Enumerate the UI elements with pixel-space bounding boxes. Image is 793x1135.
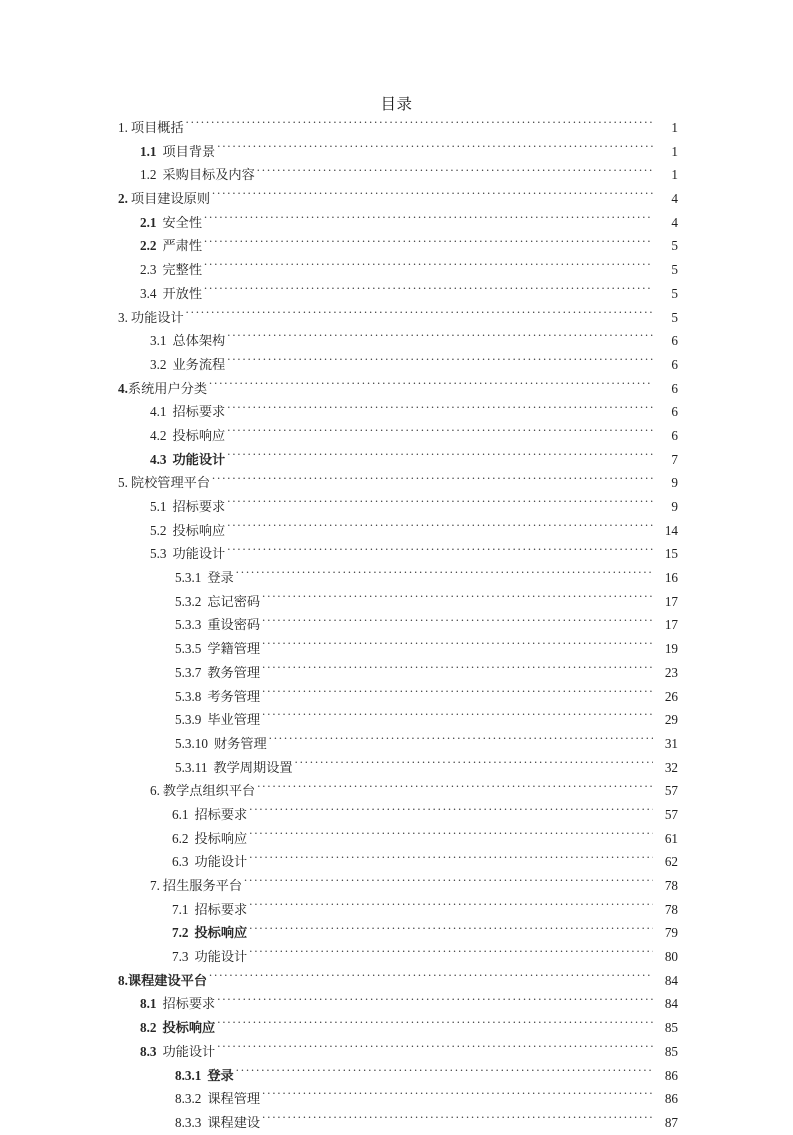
toc-dot-leader [262, 1090, 653, 1103]
toc-entry-label [118, 116, 185, 140]
toc-entry[interactable] [0, 637, 793, 661]
toc-entry-label [172, 921, 248, 945]
toc-entry[interactable] [0, 613, 793, 637]
toc-entry-page-number: 57 [664, 806, 678, 822]
toc-entry-title: 投标响应 [194, 925, 248, 941]
toc-entry-label [140, 992, 216, 1016]
toc-entry[interactable] [0, 258, 793, 282]
toc-entry-title: 项目背景 [162, 143, 216, 159]
toc-dot-leader [269, 735, 653, 748]
toc-dot-leader [227, 498, 653, 511]
toc-entry-page-number: 6 [671, 333, 678, 349]
toc-entry-number: 2.2 [140, 238, 157, 254]
toc-entry-page-number: 7 [671, 451, 678, 467]
toc-entry-page-number: 78 [664, 878, 678, 893]
toc-dot-leader [209, 379, 653, 392]
toc-entry[interactable] [0, 448, 793, 472]
toc-entry-title: 安全性 [162, 214, 203, 230]
toc-entry-page-number: 32 [664, 759, 678, 775]
toc-entry-label [172, 898, 248, 922]
toc-entry-number: 5.3.10 [175, 735, 208, 751]
toc-entry-page-number: 6 [671, 380, 678, 396]
toc-entry-number: 5.3.2 [175, 593, 202, 609]
toc-entry-page-number: 6 [671, 404, 678, 420]
toc-entry-label [172, 803, 248, 827]
toc-entry-title: 学籍管理 [207, 641, 261, 657]
toc-entry-title: 忘记密码 [207, 593, 261, 609]
toc-entry[interactable] [0, 874, 793, 898]
toc-entry-page-number: 16 [664, 570, 678, 586]
toc-dot-leader [244, 877, 653, 890]
toc-entry-title: 登录 [207, 1067, 234, 1083]
toc-entry-number: 4.3 [150, 451, 167, 467]
toc-entry-page-number: 80 [664, 949, 678, 965]
toc-entry-page-number: 9 [671, 475, 678, 491]
toc-entry-number: 6.3 [172, 854, 189, 870]
toc-entry-number: 5.3.1 [175, 570, 202, 586]
toc-entry-page-number: 1 [671, 120, 678, 135]
toc-entry[interactable] [0, 945, 793, 969]
toc-dot-leader [257, 782, 653, 795]
toc-entry-number: 5. [118, 475, 128, 491]
toc-entry-number: 8. [118, 972, 128, 988]
toc-entry-title: 业务流程 [172, 356, 226, 372]
toc-entry[interactable] [0, 329, 793, 353]
toc-dot-leader [204, 237, 653, 250]
toc-entry[interactable] [0, 282, 793, 306]
toc-dot-leader [249, 806, 653, 819]
toc-dot-leader [236, 569, 653, 582]
toc-entry-label [150, 448, 226, 472]
toc-entry-page-number: 86 [664, 1091, 678, 1107]
toc-entry-number: 5.3.7 [175, 664, 202, 680]
toc-entry-label [150, 779, 256, 803]
toc-entry-page-number: 5 [671, 262, 678, 278]
toc-entry-page-number: 17 [664, 617, 678, 633]
toc-entry-title: 功能设计 [162, 1043, 216, 1059]
toc-entry-label [140, 1016, 216, 1040]
toc-entry-number: 2.3 [140, 262, 157, 278]
toc-dot-leader [204, 214, 653, 227]
toc-entry-number: 2. [118, 191, 128, 207]
toc-entry[interactable] [0, 306, 793, 330]
toc-entry-title: 教务管理 [207, 664, 261, 680]
toc-entry-page-number: 15 [664, 546, 678, 562]
toc-entry-number: 4.2 [150, 427, 167, 443]
toc-dot-leader [257, 166, 653, 179]
toc-entry-title: 功能设计 [172, 451, 226, 467]
toc-entry-page-number: 6 [671, 427, 678, 443]
toc-entry-label [175, 661, 261, 685]
toc-entry-title: 招标要求 [194, 806, 248, 822]
toc-entry-label [118, 969, 208, 993]
toc-entry-number: 7.1 [172, 901, 189, 917]
toc-entry-label [175, 613, 261, 637]
toc-dot-leader [209, 972, 653, 985]
toc-dot-leader [217, 143, 653, 156]
toc-entry-number: 8.3.3 [175, 1114, 202, 1130]
toc-entry-page-number: 84 [664, 972, 678, 988]
toc-entry-title: 功能设计 [194, 854, 248, 870]
toc-dot-leader [227, 403, 653, 416]
toc-entry[interactable] [0, 163, 793, 187]
toc-entry[interactable] [0, 969, 793, 993]
toc-entry-page-number: 85 [664, 1020, 678, 1036]
toc-dot-leader [186, 308, 653, 321]
toc-entry[interactable] [0, 377, 793, 401]
toc-entry-title: 开放性 [162, 285, 203, 301]
toc-entry-number: 5.3.9 [175, 712, 202, 728]
toc-entry[interactable] [0, 1111, 793, 1135]
toc-dot-leader [186, 119, 653, 132]
toc-entry-number: 3.1 [150, 333, 167, 349]
toc-entry-title: 教学点组织平台 [162, 783, 256, 799]
toc-dot-leader [227, 450, 653, 463]
toc-entry-label [175, 1087, 261, 1111]
toc-entry-number: 3.4 [140, 285, 157, 301]
toc-dot-leader [295, 758, 653, 771]
toc-entry-number: 8.3.1 [175, 1067, 202, 1083]
toc-entry-page-number: 78 [664, 901, 678, 917]
toc-entry[interactable] [0, 542, 793, 566]
table-of-contents-list [0, 116, 793, 1135]
toc-entry-page-number: 4 [671, 214, 678, 230]
toc-entry-title: 毕业管理 [207, 712, 261, 728]
toc-dot-leader [262, 616, 653, 629]
toc-entry-page-number: 5 [671, 309, 678, 325]
toc-dot-leader [249, 948, 653, 961]
toc-entry-page-number: 62 [664, 854, 678, 870]
toc-entry[interactable] [0, 519, 793, 543]
toc-entry-title: 系统用户分类 [127, 380, 208, 396]
toc-entry-number: 8.3 [140, 1043, 157, 1059]
toc-entry-number: 6.2 [172, 830, 189, 846]
toc-entry-title: 招标要求 [194, 901, 248, 917]
toc-entry-number: 8.3.2 [175, 1091, 202, 1107]
toc-entry-label [175, 1064, 235, 1088]
toc-entry-title: 投标响应 [194, 830, 248, 846]
toc-entry[interactable] [0, 992, 793, 1016]
toc-entry-page-number: 84 [664, 996, 678, 1012]
toc-entry-title: 功能设计 [172, 546, 226, 562]
toc-entry-title: 功能设计 [194, 949, 248, 965]
toc-dot-leader [217, 1043, 653, 1056]
toc-entry-title: 投标响应 [172, 427, 226, 443]
toc-entry-number: 5.2 [150, 522, 167, 538]
toc-entry-label [175, 1111, 261, 1135]
toc-entry-number: 2.1 [140, 214, 157, 230]
toc-entry-page-number: 1 [671, 167, 678, 183]
toc-entry[interactable] [0, 803, 793, 827]
toc-entry-page-number: 19 [664, 641, 678, 657]
toc-entry[interactable] [0, 850, 793, 874]
toc-entry-title: 投标响应 [172, 522, 226, 538]
toc-entry-page-number: 85 [664, 1043, 678, 1059]
toc-dot-leader [227, 332, 653, 345]
toc-entry-number: 5.1 [150, 499, 167, 514]
toc-entry-label [172, 945, 248, 969]
toc-entry-page-number: 57 [664, 783, 678, 799]
toc-entry-label [175, 756, 294, 780]
toc-entry[interactable] [0, 1087, 793, 1111]
toc-entry-label [140, 234, 203, 258]
toc-entry-label [140, 211, 203, 235]
toc-dot-leader [212, 474, 653, 487]
toc-entry-title: 投标响应 [162, 1020, 216, 1036]
toc-entry-number: 8.2 [140, 1020, 157, 1036]
toc-entry-title: 考务管理 [207, 688, 261, 704]
toc-entry-title: 财务管理 [213, 735, 267, 751]
toc-entry[interactable] [0, 827, 793, 851]
toc-entry-title: 完整性 [162, 262, 203, 278]
toc-entry-page-number: 31 [664, 735, 678, 751]
toc-entry-number: 1.2 [140, 167, 157, 183]
toc-entry-label [118, 187, 211, 211]
toc-entry-title: 院校管理平台 [130, 475, 211, 491]
toc-entry-label [175, 708, 261, 732]
toc-entry-label [150, 353, 226, 377]
toc-entry-page-number: 5 [671, 238, 678, 254]
toc-dot-leader [262, 640, 653, 653]
toc-dot-leader [227, 427, 653, 440]
toc-dot-leader [262, 664, 653, 677]
toc-entry[interactable] [0, 353, 793, 377]
toc-entry-label [140, 282, 203, 306]
toc-entry-label [150, 542, 226, 566]
toc-entry-page-number: 23 [664, 664, 678, 680]
toc-entry-page-number: 14 [664, 522, 678, 538]
toc-entry[interactable] [0, 661, 793, 685]
toc-entry-label [118, 377, 208, 401]
toc-entry-page-number: 61 [664, 830, 678, 846]
toc-entry-label [150, 495, 226, 519]
toc-dot-leader [204, 285, 653, 298]
toc-entry-label [175, 732, 268, 756]
toc-entry[interactable] [0, 495, 793, 519]
toc-entry-page-number: 86 [664, 1067, 678, 1083]
toc-entry-number: 7. [150, 878, 160, 893]
toc-entry-label [172, 850, 248, 874]
toc-entry[interactable] [0, 921, 793, 945]
toc-entry-label [118, 471, 211, 495]
toc-entry-number: 4.1 [150, 404, 167, 420]
toc-entry-label [150, 874, 243, 898]
toc-dot-leader [262, 593, 653, 606]
toc-dot-leader [227, 356, 653, 369]
toc-entry-page-number: 79 [664, 925, 678, 941]
toc-entry-number: 3. [118, 309, 128, 325]
toc-entry-label [175, 590, 261, 614]
toc-entry-label [118, 306, 185, 330]
toc-entry-label [150, 329, 226, 353]
toc-entry[interactable] [0, 1016, 793, 1040]
toc-entry-label [140, 163, 256, 187]
toc-entry-title: 招生服务平台 [162, 878, 243, 893]
toc-entry-label [175, 566, 235, 590]
toc-entry-page-number: 5 [671, 285, 678, 301]
toc-entry-label [150, 424, 226, 448]
toc-dot-leader [262, 1114, 653, 1127]
toc-entry-number: 5.3.11 [175, 759, 208, 775]
toc-entry[interactable] [0, 116, 793, 140]
toc-dot-leader [212, 190, 653, 203]
toc-entry-label [150, 400, 226, 424]
toc-entry-number: 6. [150, 783, 160, 799]
toc-entry-label [175, 637, 261, 661]
page-title: 目录 [380, 96, 413, 113]
toc-entry-title: 登录 [207, 570, 234, 586]
toc-entry-page-number: 9 [671, 499, 678, 514]
toc-dot-leader [217, 995, 653, 1008]
toc-entry-title: 项目概括 [130, 120, 184, 135]
toc-entry-title: 总体架构 [172, 333, 226, 349]
toc-entry[interactable] [0, 400, 793, 424]
toc-entry-page-number: 26 [664, 688, 678, 704]
toc-dot-leader [249, 829, 653, 842]
toc-entry[interactable] [0, 424, 793, 448]
toc-dot-leader [262, 687, 653, 700]
toc-entry-title: 教学周期设置 [213, 759, 293, 775]
toc-entry[interactable] [0, 566, 793, 590]
toc-entry-number: 6.1 [172, 806, 189, 822]
toc-entry-number: 8.1 [140, 996, 157, 1012]
toc-dot-leader [249, 901, 653, 914]
toc-entry[interactable] [0, 211, 793, 235]
toc-dot-leader [236, 1066, 653, 1079]
toc-entry-number: 1.1 [140, 143, 157, 159]
toc-dot-leader [262, 711, 653, 724]
toc-entry-number: 1. [118, 120, 128, 135]
toc-entry-number: 7.2 [172, 925, 189, 941]
toc-entry-number: 3.2 [150, 356, 167, 372]
toc-dot-leader [217, 1019, 653, 1032]
toc-entry-title: 重设密码 [207, 617, 261, 633]
toc-entry-title: 严肃性 [162, 238, 203, 254]
toc-entry-title: 功能设计 [130, 309, 184, 325]
toc-entry[interactable] [0, 140, 793, 164]
toc-entry[interactable] [0, 756, 793, 780]
toc-entry-number: 5.3 [150, 546, 167, 562]
toc-entry[interactable] [0, 187, 793, 211]
toc-entry[interactable] [0, 898, 793, 922]
toc-entry-label [140, 1040, 216, 1064]
toc-entry-page-number: 1 [671, 143, 678, 159]
toc-entry[interactable] [0, 590, 793, 614]
toc-entry-title: 招标要求 [172, 404, 226, 420]
toc-dot-leader [227, 522, 653, 535]
toc-entry-title: 项目建设原则 [130, 191, 211, 207]
toc-entry-page-number: 6 [671, 356, 678, 372]
toc-entry-title: 课程建设 [207, 1114, 261, 1130]
toc-dot-leader [249, 924, 653, 937]
toc-entry-page-number: 17 [664, 593, 678, 609]
toc-entry[interactable] [0, 471, 793, 495]
toc-entry-title: 课程建设平台 [127, 972, 208, 988]
toc-entry-label [150, 519, 226, 543]
toc-entry[interactable] [0, 685, 793, 709]
toc-entry-number: 5.3.8 [175, 688, 202, 704]
toc-dot-leader [204, 261, 653, 274]
toc-entry-label [140, 258, 203, 282]
toc-dot-leader [249, 853, 653, 866]
toc-dot-leader [227, 545, 653, 558]
toc-entry[interactable] [0, 234, 793, 258]
toc-entry-label [140, 140, 216, 164]
toc-entry-title: 招标要求 [172, 499, 226, 514]
toc-entry-title: 采购目标及内容 [162, 167, 255, 183]
toc-entry[interactable] [0, 1064, 793, 1088]
toc-entry-label [175, 685, 261, 709]
toc-entry-page-number: 87 [664, 1114, 678, 1130]
toc-entry-number: 5.3.5 [175, 641, 202, 657]
toc-entry[interactable] [0, 708, 793, 732]
toc-entry-number: 5.3.3 [175, 617, 202, 633]
toc-entry[interactable] [0, 1040, 793, 1064]
toc-entry[interactable] [0, 732, 793, 756]
toc-entry-number: 7.3 [172, 949, 189, 965]
toc-entry-number: 4. [118, 380, 128, 396]
toc-entry-title: 课程管理 [207, 1091, 261, 1107]
toc-entry[interactable] [0, 779, 793, 803]
toc-entry-page-number: 29 [664, 712, 678, 728]
toc-entry-page-number: 4 [671, 191, 678, 207]
toc-entry-label [172, 827, 248, 851]
toc-entry-title: 招标要求 [162, 996, 216, 1012]
